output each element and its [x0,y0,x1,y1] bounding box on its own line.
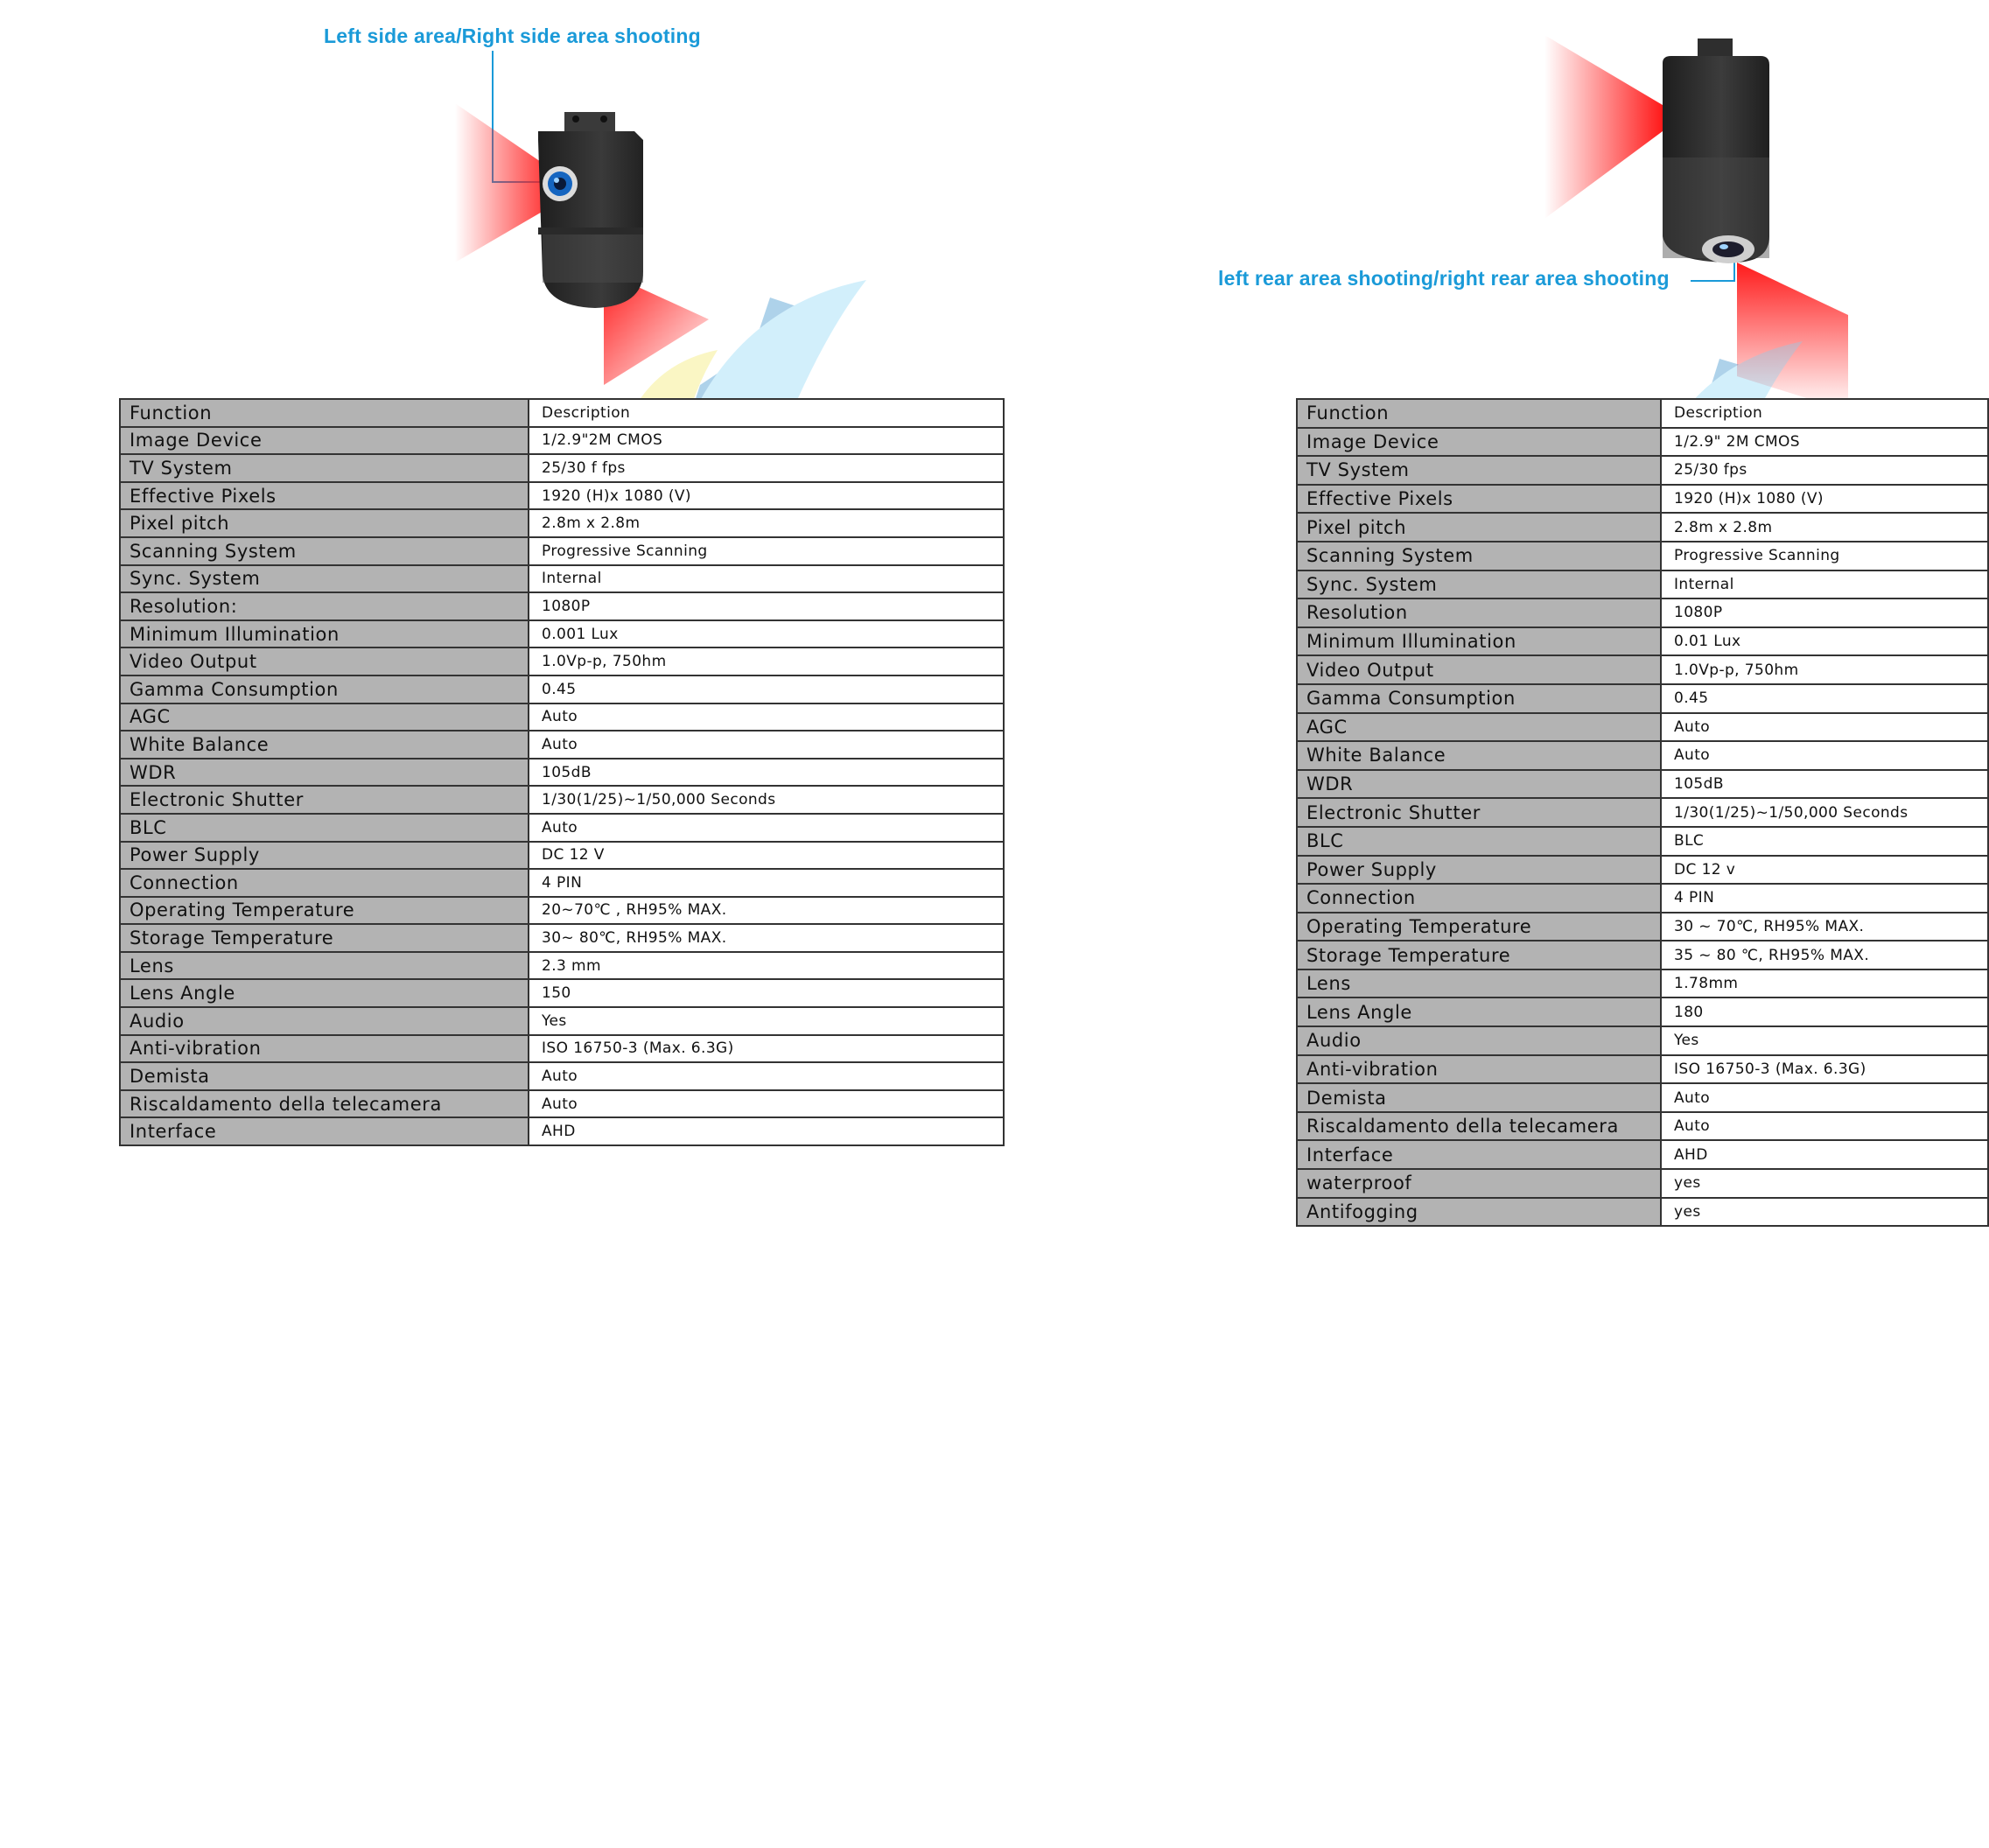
spec-table-row [120,814,1004,842]
description-cell: 1.0Vp-p, 750hm [1661,655,1988,684]
description-cell: DC 12 v [1661,856,1988,885]
description-cell: 1080P [1661,598,1988,627]
function-cell: Audio [120,1007,529,1035]
spec-table-row [120,1117,1004,1145]
spec-table-row [120,731,1004,759]
spec-table-row [120,427,1004,455]
left-product-panel [0,0,1033,1251]
description-cell: 1/2.9" 2M CMOS [1661,428,1988,457]
function-cell: Lens [1297,970,1661,998]
description-cell: Auto [1661,741,1988,770]
description-cell: 180 [1661,998,1988,1026]
function-cell: Effective Pixels [120,482,529,510]
description-cell: Auto [529,1062,1004,1090]
description-cell: 0.45 [529,676,1004,704]
spec-table-row [120,924,1004,952]
description-cell: 105dB [529,759,1004,787]
description-cell: DC 12 V [529,842,1004,870]
function-cell: Effective Pixels [1297,485,1661,514]
spec-table-row [120,842,1004,870]
description-cell: Auto [1661,1112,1988,1141]
description-cell: 4 PIN [1661,884,1988,913]
spec-table-row [1297,713,1988,742]
spec-table-row [120,704,1004,732]
function-header: Function [1297,399,1661,428]
left-spec-table [119,398,1005,1146]
function-cell: Storage Temperature [1297,941,1661,970]
function-cell: Lens [120,952,529,980]
function-cell: AGC [1297,713,1661,742]
spec-table-row [1297,456,1988,485]
description-cell: 1920 (H)x 1080 (V) [1661,485,1988,514]
side-camera-image [455,96,735,394]
spec-table-row [120,676,1004,704]
spec-table-row [120,759,1004,787]
function-cell: Power Supply [120,842,529,870]
description-cell: Internal [1661,570,1988,599]
function-cell: Video Output [120,648,529,676]
spec-table-row [1297,1112,1988,1141]
function-cell: Interface [120,1117,529,1145]
right-panel-caption: left rear area shooting/right rear area shooting [1218,267,1670,290]
spec-table-row [1297,655,1988,684]
spec-table-row [1297,570,1988,599]
spec-table-row [120,454,1004,482]
description-cell: 150 [529,979,1004,1007]
description-cell: 0.001 Lux [529,620,1004,648]
description-cell: 20~70℃ , RH95% MAX. [529,897,1004,925]
spec-table-row [1297,770,1988,799]
spec-table-row [1297,1198,1988,1227]
spec-table-row [120,952,1004,980]
function-cell: Lens Angle [120,979,529,1007]
description-cell: Auto [529,1090,1004,1118]
function-cell: TV System [120,454,529,482]
function-cell: Interface [1297,1140,1661,1169]
function-cell: Scanning System [120,537,529,565]
function-cell: TV System [1297,456,1661,485]
function-cell: Electronic Shutter [1297,798,1661,827]
spec-table-row [1297,1026,1988,1055]
description-cell: 0.45 [1661,684,1988,713]
function-cell: Riscaldamento della telecamera [120,1090,529,1118]
description-cell: Progressive Scanning [529,537,1004,565]
spec-table-row [120,537,1004,565]
description-cell: ISO 16750-3 (Max. 6.3G) [1661,1055,1988,1084]
description-cell: 25/30 f fps [529,454,1004,482]
description-cell: yes [1661,1169,1988,1198]
spec-table-row [120,648,1004,676]
spec-table-row [120,869,1004,897]
description-cell: AHD [529,1117,1004,1145]
spec-table-header [120,399,1004,427]
right-product-panel [1173,0,1908,1251]
spec-table-row [1297,627,1988,656]
spec-table-row [1297,798,1988,827]
function-cell: Scanning System [1297,542,1661,570]
description-cell: 1080P [529,592,1004,620]
spec-table-row [1297,941,1988,970]
description-cell: 2.8m x 2.8m [1661,513,1988,542]
description-cell: 1/30(1/25)~1/50,000 Seconds [529,786,1004,814]
spec-table-row [1297,970,1988,998]
spec-table-row [120,592,1004,620]
rear-camera-image [1540,26,1848,394]
description-cell: 0.01 Lux [1661,627,1988,656]
description-cell: 2.8m x 2.8m [529,509,1004,537]
description-cell: 1/2.9"2M CMOS [529,427,1004,455]
spec-table-row [1297,542,1988,570]
function-cell: Gamma Consumption [120,676,529,704]
description-cell: 30~ 80℃, RH95% MAX. [529,924,1004,952]
function-cell: Demista [120,1062,529,1090]
spec-table-row [120,482,1004,510]
spec-table-row [120,509,1004,537]
function-cell: Image Device [120,427,529,455]
description-cell: 1.78mm [1661,970,1988,998]
description-header: Description [529,399,1004,427]
function-cell: Anti-vibration [120,1035,529,1063]
spec-table-row [1297,1055,1988,1084]
function-cell: Power Supply [1297,856,1661,885]
function-cell: Storage Temperature [120,924,529,952]
description-cell: 2.3 mm [529,952,1004,980]
function-cell: Connection [1297,884,1661,913]
description-cell: Progressive Scanning [1661,542,1988,570]
spec-table-row [120,979,1004,1007]
function-cell: BLC [120,814,529,842]
function-cell: Demista [1297,1083,1661,1112]
spec-table-row [1297,1083,1988,1112]
function-cell: AGC [120,704,529,732]
spec-table-row [120,786,1004,814]
function-cell: White Balance [120,731,529,759]
spec-table-row [1297,1169,1988,1198]
description-cell: Auto [1661,1083,1988,1112]
function-cell: Riscaldamento della telecamera [1297,1112,1661,1141]
description-cell: AHD [1661,1140,1988,1169]
function-cell: WDR [1297,770,1661,799]
function-cell: Operating Temperature [1297,913,1661,942]
description-cell: yes [1661,1198,1988,1227]
function-cell: WDR [120,759,529,787]
spec-table-row [1297,598,1988,627]
function-cell: BLC [1297,827,1661,856]
spec-table-row [1297,485,1988,514]
spec-table-row [1297,513,1988,542]
description-cell: 25/30 fps [1661,456,1988,485]
spec-table-row [120,1062,1004,1090]
function-cell: Audio [1297,1026,1661,1055]
function-cell: White Balance [1297,741,1661,770]
function-cell: Electronic Shutter [120,786,529,814]
left-panel-caption: Left side area/Right side area shooting [324,24,701,47]
description-cell: ISO 16750-3 (Max. 6.3G) [529,1035,1004,1063]
function-cell: Minimum Illumination [1297,627,1661,656]
description-cell: 30 ~ 70℃, RH95% MAX. [1661,913,1988,942]
spec-table-row [1297,884,1988,913]
description-cell: Auto [529,704,1004,732]
function-cell: Resolution: [120,592,529,620]
function-cell: Sync. System [120,565,529,593]
spec-table-row [120,565,1004,593]
description-cell: 4 PIN [529,869,1004,897]
spec-table-row [1297,741,1988,770]
spec-table-row [1297,827,1988,856]
description-cell: Yes [1661,1026,1988,1055]
function-cell: Operating Temperature [120,897,529,925]
description-cell: 1/30(1/25)~1/50,000 Seconds [1661,798,1988,827]
function-cell: waterproof [1297,1169,1661,1198]
spec-table-row [120,1035,1004,1063]
function-cell: Image Device [1297,428,1661,457]
spec-table-row [120,1007,1004,1035]
spec-table-row [1297,684,1988,713]
function-cell: Connection [120,869,529,897]
description-cell: 35 ~ 80 ℃, RH95% MAX. [1661,941,1988,970]
function-cell: Lens Angle [1297,998,1661,1026]
description-header: Description [1661,399,1988,428]
spec-table-row [1297,856,1988,885]
description-cell: Internal [529,565,1004,593]
function-cell: Pixel pitch [120,509,529,537]
function-cell: Pixel pitch [1297,513,1661,542]
spec-table-row [120,897,1004,925]
description-cell: Auto [529,814,1004,842]
description-cell: Yes [529,1007,1004,1035]
function-cell: Gamma Consumption [1297,684,1661,713]
description-cell: Auto [1661,713,1988,742]
spec-table-row [120,620,1004,648]
description-cell: Auto [529,731,1004,759]
function-cell: Sync. System [1297,570,1661,599]
spec-table-row [1297,998,1988,1026]
function-cell: Video Output [1297,655,1661,684]
description-cell: 1.0Vp-p, 750hm [529,648,1004,676]
description-cell: BLC [1661,827,1988,856]
spec-table-row [120,1090,1004,1118]
spec-table-row [1297,913,1988,942]
spec-table-row [1297,1140,1988,1169]
function-header: Function [120,399,529,427]
function-cell: Anti-vibration [1297,1055,1661,1084]
function-cell: Resolution [1297,598,1661,627]
description-cell: 1920 (H)x 1080 (V) [529,482,1004,510]
function-cell: Minimum Illumination [120,620,529,648]
spec-table-header [1297,399,1988,428]
right-spec-table [1296,398,1989,1227]
spec-table-row [1297,428,1988,457]
function-cell: Antifogging [1297,1198,1661,1227]
description-cell: 105dB [1661,770,1988,799]
